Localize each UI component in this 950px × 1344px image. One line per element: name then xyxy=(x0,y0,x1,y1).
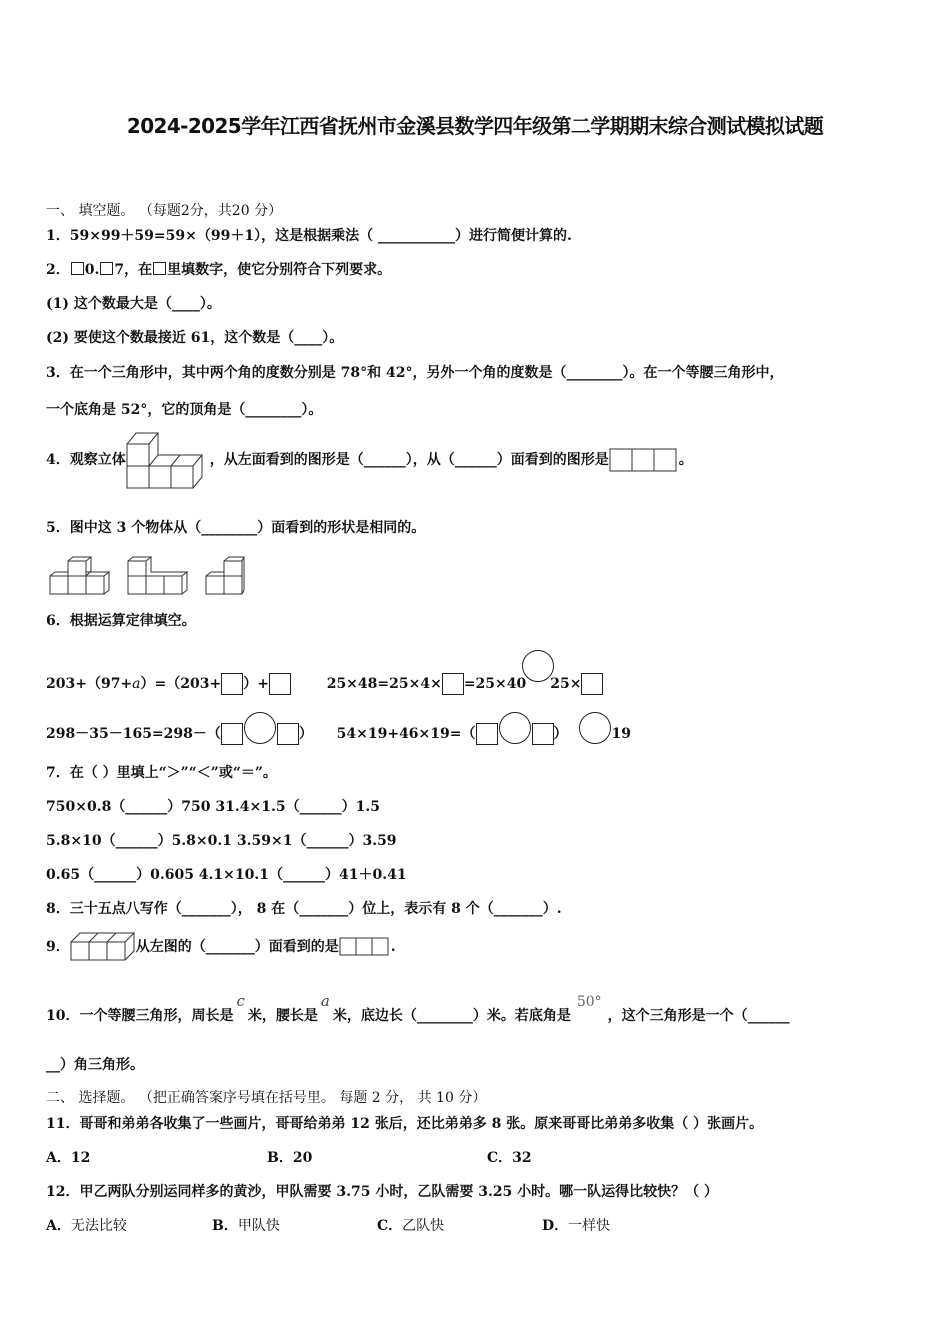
answer-box xyxy=(442,673,464,695)
q6-r2-text-d: ） xyxy=(553,726,568,742)
question-7-row-1: 750×0.8（______）750 31.4×1.5（______）1.5 xyxy=(46,799,380,815)
q6-r2-text-a: 298－35－165=298－（ xyxy=(46,726,221,742)
question-7-row-3: 0.65（______）0.605 4.1×10.1（______）41＋0.41 xyxy=(46,867,407,883)
q9-text-pre: 9． xyxy=(46,939,70,955)
answer-circle xyxy=(499,712,531,744)
question-5: 5．图中这 3 个物体从（________）面看到的形状是相同的。 xyxy=(46,520,426,536)
question-7-header: 7．在（ ）里填上“＞”“＜”或“＝”。 xyxy=(46,765,277,781)
q6-r1-text-a: 203+（97+ xyxy=(46,676,133,692)
answer-box xyxy=(100,262,113,275)
page-title: 2024-2025学年江西省抚州市金溪县数学四年级第二学期期末综合测试模拟试题 xyxy=(126,114,824,138)
angle-value: 50° xyxy=(576,994,602,1010)
three-square-view xyxy=(609,447,679,473)
q10-text-b: 米，腰长是 xyxy=(247,1008,318,1024)
option-c: C．32 xyxy=(487,1150,532,1166)
q6-r1-text-b: ）=（203+ xyxy=(140,676,222,692)
q2-text-1: 2． xyxy=(46,262,70,278)
q6-r1-text-c: ）+ xyxy=(243,676,269,692)
q6-r1-text-d: 25×48=25×4× xyxy=(326,676,442,692)
variable-c: c xyxy=(236,992,245,1010)
question-10-line-1 xyxy=(46,992,790,1026)
question-12: 12．甲乙两队分别运同样多的黄沙，甲队需要 3.75 小时，乙队需要 3.25 小时。哪一队运得比较快？（ ） xyxy=(46,1184,719,1200)
three-square-view xyxy=(339,936,391,958)
answer-box xyxy=(71,262,84,275)
q2-text-2: 0. xyxy=(84,262,100,278)
question-2-sub-2: (2) 要使这个数最接近 61，这个数是（____）。 xyxy=(46,330,344,346)
question-2-sub-1: (1) 这个数最大是（____）。 xyxy=(46,296,221,312)
option-b: B．20 xyxy=(267,1150,313,1166)
three-objects-figure xyxy=(48,556,248,596)
q6-r2-text-b: ） xyxy=(298,726,313,742)
q10-text-c: 米，底边长（________）米。若底角是 xyxy=(332,1008,571,1024)
q10-text-a: 10．一个等腰三角形，周长是 xyxy=(46,1008,234,1024)
option-d: D．一样快 xyxy=(542,1218,611,1234)
option-a: A．无法比较 xyxy=(46,1218,127,1234)
q6-r1-text-e: =25×40 xyxy=(463,676,527,692)
variable-a: a xyxy=(132,676,141,692)
question-10-line-2: __）角三角形。 xyxy=(46,1057,144,1073)
q2-text-3: 7，在 xyxy=(114,262,153,278)
answer-box xyxy=(476,723,498,745)
answer-box xyxy=(221,673,243,695)
question-6-row-2 xyxy=(46,712,631,745)
cube-solid-figure xyxy=(126,430,210,490)
question-11: 11．哥哥和弟弟各收集了一些画片，哥哥给弟弟 12 张后，还比弟弟多 8 张。原来哥哥比弟弟多收集（ ）张画片。 xyxy=(46,1116,764,1132)
q9-text-mid: 从左图的（_______）面看到的是 xyxy=(135,939,339,955)
section-1-header: 一、 填空题。 （每题2分，共20 分） xyxy=(46,203,283,219)
q6-r2-text-c: 54×19+46×19=（ xyxy=(336,726,476,742)
question-9 xyxy=(46,930,396,964)
three-cube-row-figure xyxy=(70,930,136,964)
question-2 xyxy=(46,260,391,280)
question-4 xyxy=(46,430,693,490)
answer-box xyxy=(221,723,243,745)
question-3-line-2: 一个底角是 52°，它的顶角是（________）。 xyxy=(46,402,323,418)
answer-box xyxy=(269,673,291,695)
variable-a: a xyxy=(320,992,330,1010)
question-7-row-2: 5.8×10（______）5.8×0.1 3.59×1（______）3.59 xyxy=(46,833,397,849)
answer-circle xyxy=(244,712,276,744)
question-6-row-1 xyxy=(46,650,603,695)
answer-circle xyxy=(579,712,611,744)
option-b: B．甲队快 xyxy=(212,1218,280,1234)
answer-box xyxy=(532,723,554,745)
question-3-line-1: 3．在一个三角形中，其中两个角的度数分别是 78°和 42°，另外一个角的度数是（________）。在一个等腰三角形中， xyxy=(46,365,784,381)
q2-text-4: 里填数字，使它分别符合下列要求。 xyxy=(167,262,392,278)
question-6-header: 6．根据运算定律填空。 xyxy=(46,613,196,629)
q6-r2-text-e: 19 xyxy=(611,726,631,742)
answer-box xyxy=(277,723,299,745)
question-8: 8．三十五点八写作（_______）， 8 在（_______）位上，表示有 8 个（_______）. xyxy=(46,901,562,917)
q6-r1-text-f: 25× xyxy=(550,676,582,692)
question-1: 1．59×99＋59=59×（99＋1），这是根据乘法（ ___________）进行简便计算的. xyxy=(46,228,572,244)
q4-text-mid: ，从左面看到的图形是（______），从（______）面看到的图形是 xyxy=(209,452,609,468)
option-c: C．乙队快 xyxy=(377,1218,445,1234)
q10-text-d: ，这个三角形是一个（______ xyxy=(607,1008,790,1024)
q4-text-end: 。 xyxy=(678,452,693,468)
q4-text-pre: 4．观察立体 xyxy=(46,452,126,468)
q9-text-end: . xyxy=(390,939,396,955)
answer-box xyxy=(581,673,603,695)
option-a: A．12 xyxy=(46,1150,91,1166)
section-2-header: 二、 选择题。 （把正确答案序号填在括号里。 每题 2 分， 共 10 分） xyxy=(46,1090,487,1106)
answer-box xyxy=(153,262,166,275)
